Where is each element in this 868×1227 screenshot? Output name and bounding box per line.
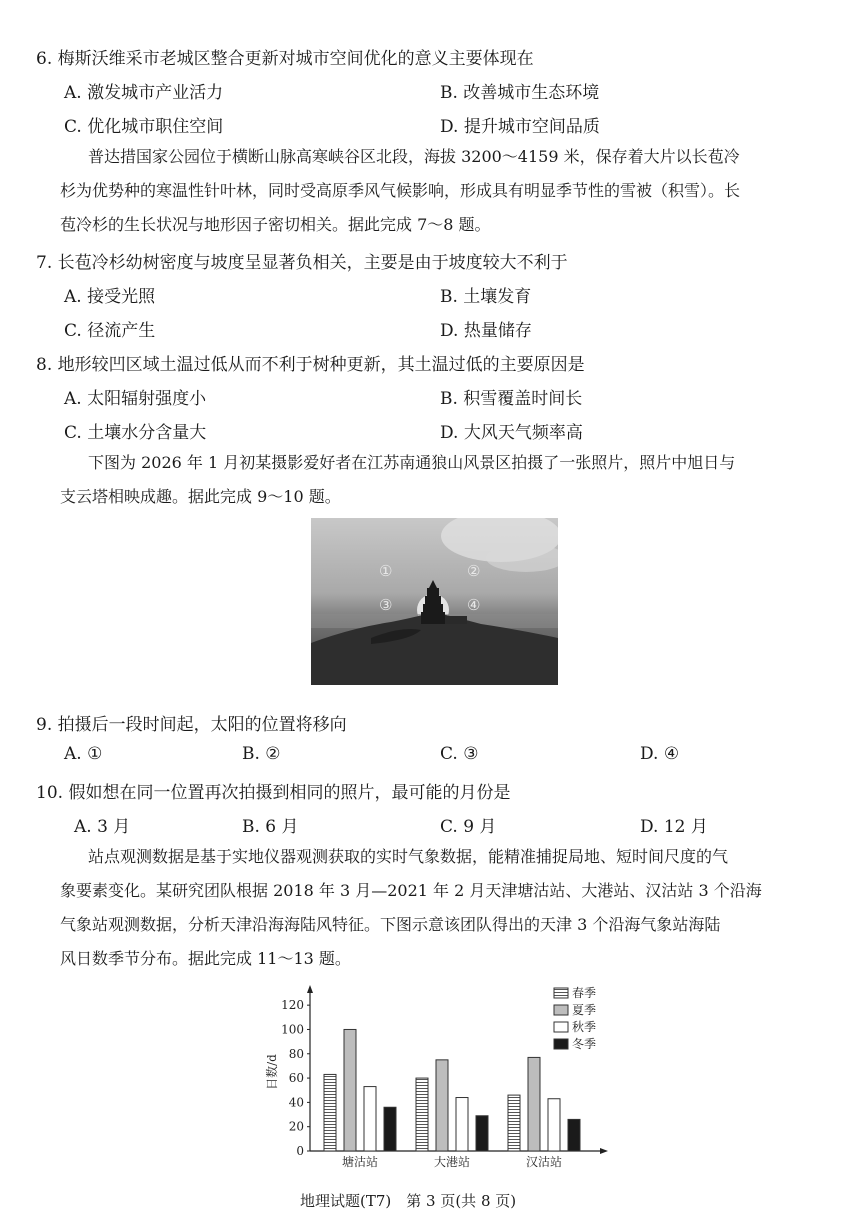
bar-春季	[324, 1074, 336, 1151]
bar-夏季	[436, 1060, 448, 1151]
q9-stem: 9. 拍摄后一段时间起，太阳的位置将移向	[36, 715, 347, 735]
legend-swatch	[554, 988, 568, 998]
q6-option-a: A. 激发城市产业活力	[64, 83, 224, 103]
q9-option-b: B. ②	[242, 744, 281, 764]
q9-option-c: C. ③	[440, 744, 479, 764]
x-tick-label: 汉沽站	[525, 1155, 563, 1169]
passage-7-8	[60, 140, 802, 242]
passage-9-10	[60, 446, 802, 514]
bar-冬季	[568, 1119, 580, 1151]
q8-stem: 8. 地形较凹区域土温过低从而不利于树种更新，其土温过低的主要原因是	[36, 355, 585, 375]
sea-land-breeze-chart	[262, 985, 612, 1177]
q7-option-c: C. 径流产生	[64, 321, 156, 341]
photo-mark-1: ①	[379, 562, 393, 580]
q8-option-b: B. 积雪覆盖时间长	[440, 389, 583, 409]
y-tick-label: 20	[288, 1119, 304, 1134]
q10-option-a: A. 3 月	[74, 817, 131, 837]
y-axis-arrow	[307, 985, 313, 993]
y-tick-label: 120	[281, 998, 304, 1013]
bar-冬季	[476, 1116, 488, 1151]
photo-mark-2: ②	[467, 562, 481, 580]
pagoda-tier	[425, 596, 441, 604]
y-tick-label: 40	[288, 1095, 304, 1110]
q7-option-a: A. 接受光照	[64, 287, 156, 307]
y-tick-label: 100	[281, 1022, 304, 1037]
q6-option-b: B. 改善城市生态环境	[440, 83, 600, 103]
bar-秋季	[548, 1099, 560, 1151]
x-tick-label: 大港站	[433, 1155, 471, 1169]
passage-11-13	[60, 840, 802, 976]
legend-label: 秋季	[572, 1020, 597, 1034]
q10-option-b: B. 6 月	[242, 817, 299, 837]
passage-line: 杉为优势种的寒温性针叶林，同时受高原季风气候影响，形成具有明显季节性的雪被（积雪）。长	[60, 181, 741, 200]
passage-line: 下图为 2026 年 1 月初某摄影爱好者在江苏南通狼山风景区拍摄了一张照片，照片中旭日与	[88, 453, 736, 472]
y-tick-label: 60	[288, 1071, 304, 1086]
q8-option-d: D. 大风天气频率高	[440, 423, 583, 443]
bar-夏季	[344, 1029, 356, 1151]
q8-option-a: A. 太阳辐射强度小	[64, 389, 207, 409]
x-axis-arrow	[600, 1148, 608, 1154]
q9-option-d: D. ④	[640, 744, 680, 764]
photo-mark-3: ③	[379, 596, 393, 614]
passage-line: 苞冷杉的生长状况与地形因子密切相关。据此完成 7～8 题。	[60, 215, 491, 234]
photo-mark-4: ④	[467, 596, 481, 614]
legend-swatch	[554, 1005, 568, 1015]
bar-夏季	[528, 1057, 540, 1151]
q6-option-d: D. 提升城市空间品质	[440, 117, 600, 137]
q10-option-d: D. 12 月	[640, 817, 708, 837]
bar-秋季	[456, 1098, 468, 1151]
legend-swatch	[554, 1039, 568, 1049]
legend-label: 冬季	[572, 1037, 597, 1051]
q7-option-d: D. 热量储存	[440, 321, 532, 341]
y-tick-label: 0	[296, 1144, 304, 1158]
q10-option-c: C. 9 月	[440, 817, 497, 837]
passage-line: 象要素变化。某研究团队根据 2018 年 3 月—2021 年 2 月天津塘沽站、大港站、汉沽站 3 个沿海	[60, 881, 762, 900]
x-tick-label: 塘沽站	[341, 1155, 379, 1169]
passage-line: 气象站观测数据，分析天津沿海海陆风特征。下图示意该团队得出的天津 3 个沿海气象站海陆	[60, 915, 721, 934]
q7-stem: 7. 长苞冷杉幼树密度与坡度呈显著负相关，主要是由于坡度较大不利于	[36, 253, 568, 273]
legend-label: 春季	[572, 986, 597, 1000]
passage-line: 支云塔相映成趣。据此完成 9～10 题。	[60, 487, 341, 506]
sunrise-pagoda-photo	[311, 518, 558, 685]
q9-option-a: A. ①	[64, 744, 103, 764]
bar-春季	[416, 1078, 428, 1151]
q8-option-c: C. 土壤水分含量大	[64, 423, 207, 443]
y-axis-label: 日数/d	[265, 1054, 279, 1090]
page-footer: 地理试题(T7) 第 3 页(共 8 页)	[300, 1192, 517, 1210]
temple-building	[445, 616, 467, 624]
pagoda-tier	[423, 604, 443, 612]
pagoda-top	[429, 580, 437, 588]
chart-legend	[554, 985, 596, 1051]
q6-option-c: C. 优化城市职住空间	[64, 117, 224, 137]
q6-stem: 6. 梅斯沃维采市老城区整合更新对城市空间优化的意义主要体现在	[36, 49, 534, 69]
y-tick-label: 80	[288, 1046, 304, 1061]
legend-label: 夏季	[572, 1003, 597, 1017]
chart-bars	[324, 1029, 580, 1151]
pagoda-tier	[427, 588, 439, 596]
q7-option-b: B. 土壤发育	[440, 287, 532, 307]
bar-春季	[508, 1095, 520, 1151]
bar-冬季	[384, 1107, 396, 1151]
passage-line: 风日数季节分布。据此完成 11～13 题。	[60, 949, 351, 968]
bar-秋季	[364, 1087, 376, 1151]
q10-stem: 10. 假如想在同一位置再次拍摄到相同的照片，最可能的月份是	[36, 783, 511, 803]
photo-scene	[311, 518, 558, 685]
passage-line: 普达措国家公园位于横断山脉高寒峡谷区北段，海拔 3200～4159 米，保存着大片以长苞冷	[88, 147, 740, 166]
pagoda-base	[421, 612, 445, 624]
passage-line: 站点观测数据是基于实地仪器观测获取的实时气象数据，能精准捕捉局地、短时间尺度的气	[88, 847, 729, 866]
legend-swatch	[554, 1022, 568, 1032]
